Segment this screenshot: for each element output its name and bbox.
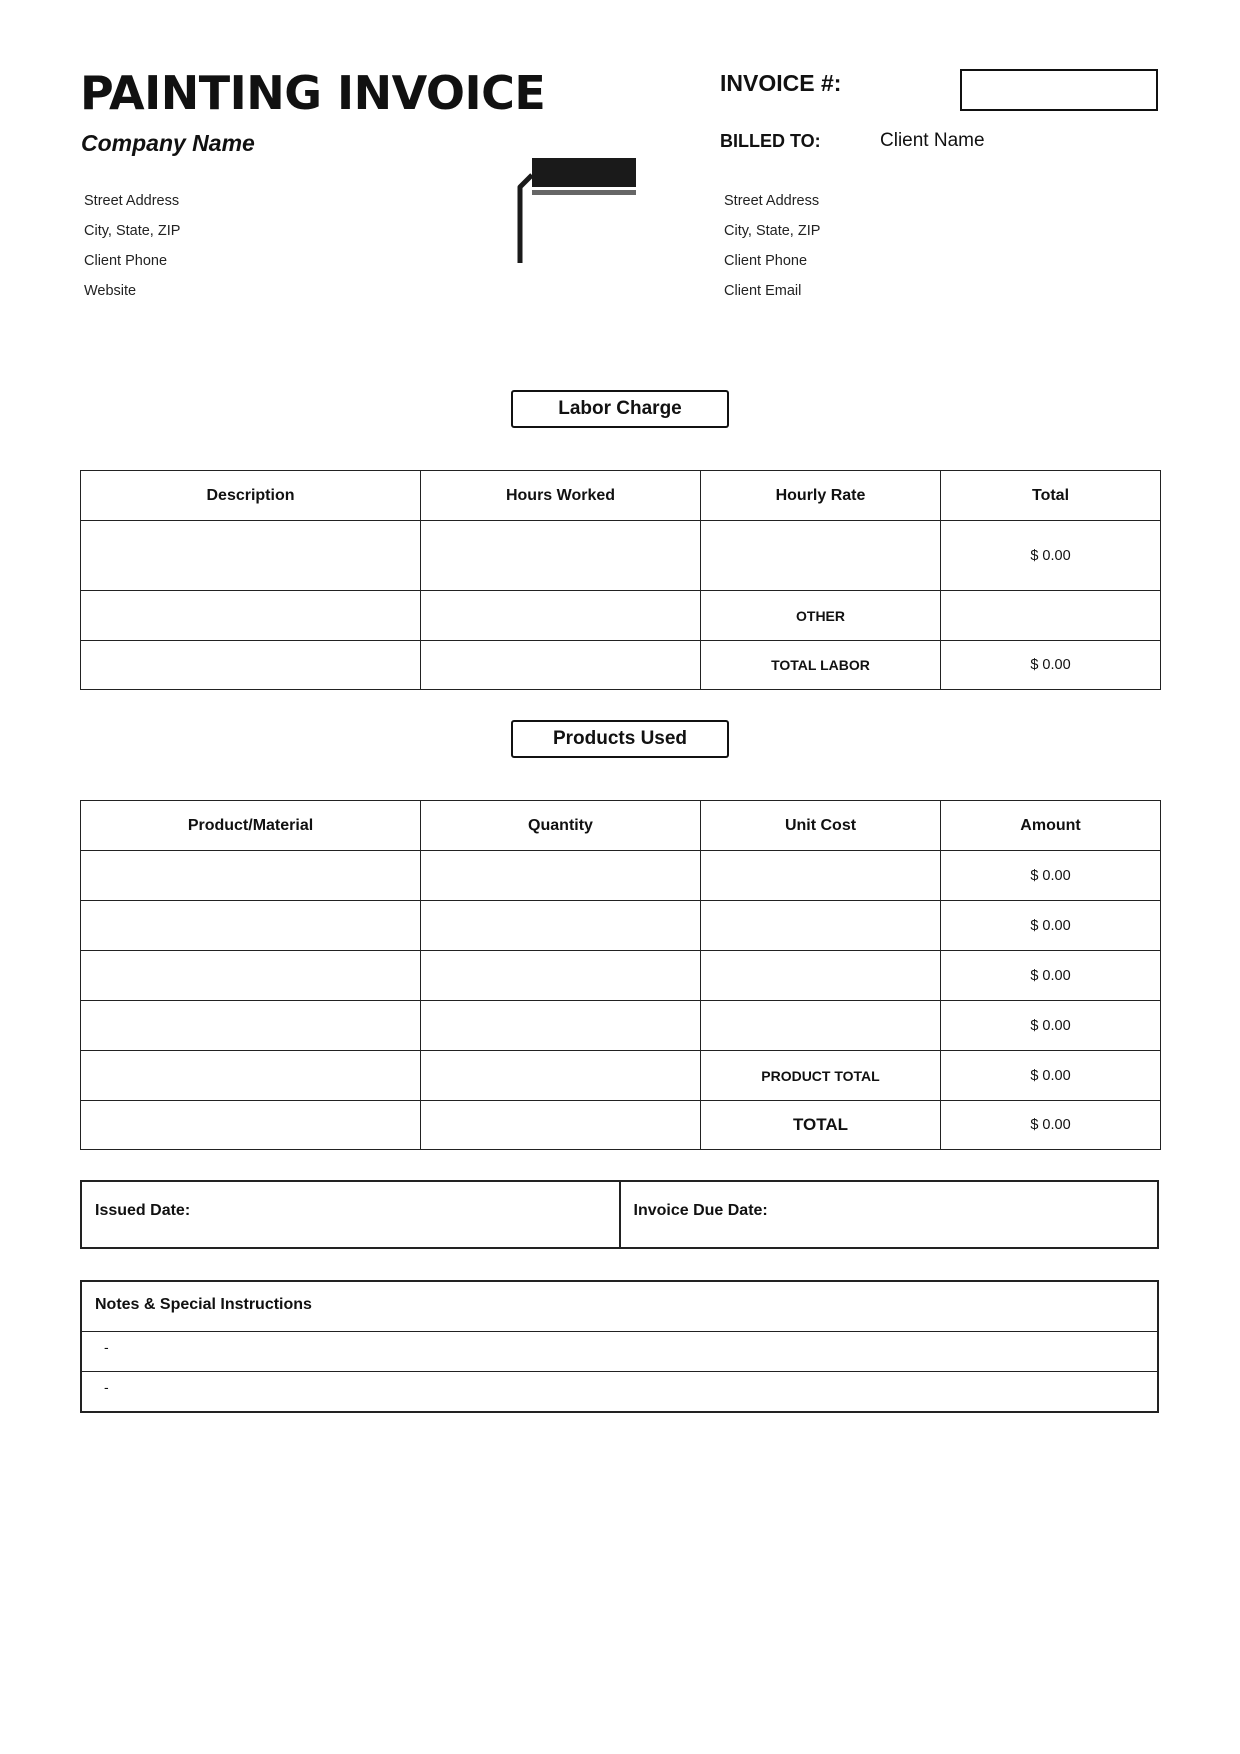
table-row [81,851,1161,901]
labor-description-cell[interactable] [81,591,421,641]
due-date-label: Invoice Due Date: [633,1202,768,1219]
grand-total-label: TOTAL [701,1101,941,1150]
table-row [81,1051,1161,1101]
labor-charge-heading: Labor Charge [511,390,729,428]
notes-line[interactable]: - [104,1339,109,1355]
other-label: OTHER [701,591,941,641]
issued-date-label: Issued Date: [95,1202,191,1219]
quantity-cell[interactable] [421,1101,701,1150]
col-product-material: Product/Material [81,801,421,851]
unit-cost-cell[interactable] [701,951,941,1001]
invoice-title: PAINTING INVOICE [80,66,546,120]
labor-hours-cell[interactable] [421,591,701,641]
grand-total-value: $ 0.00 [941,1101,1161,1150]
quantity-cell[interactable] [421,901,701,951]
dates-box [80,1180,1159,1249]
client-email: Client Email [724,283,802,299]
product-cell[interactable] [81,1001,421,1051]
notes-line[interactable]: - [82,1371,1157,1411]
product-total-label: PRODUCT TOTAL [701,1051,941,1101]
col-quantity: Quantity [421,801,701,851]
labor-table [80,470,1161,690]
labor-description-cell[interactable] [81,641,421,690]
total-labor-value: $ 0.00 [941,641,1161,690]
product-cell[interactable] [81,1051,421,1101]
table-row [81,1001,1161,1051]
quantity-cell[interactable] [421,1051,701,1101]
company-address [84,186,180,306]
col-amount: Amount [941,801,1161,851]
labor-rate-cell[interactable] [701,521,941,591]
unit-cost-cell[interactable] [701,1001,941,1051]
company-street: Street Address [84,193,180,209]
client-city: City, State, ZIP [724,223,821,239]
table-row [81,521,1161,591]
amount-cell: $ 0.00 [941,901,1161,951]
client-name: Client Name [880,130,985,151]
quantity-cell[interactable] [421,851,701,901]
due-date-field[interactable] [619,1182,1158,1247]
company-phone: Client Phone [84,253,168,269]
table-row [81,641,1161,690]
col-hours-worked: Hours Worked [421,471,701,521]
notes-box [80,1280,1159,1413]
billed-to-label: BILLED TO: [720,131,821,151]
products-table [80,800,1161,1150]
products-used-heading: Products Used [511,720,729,758]
client-street: Street Address [724,193,820,209]
notes-title: Notes & Special Instructions [82,1282,1157,1332]
paint-roller-icon [510,155,650,270]
amount-cell: $ 0.00 [941,1001,1161,1051]
client-phone: Client Phone [724,253,808,269]
table-row [81,901,1161,951]
table-row [81,591,1161,641]
invoice-number-field[interactable] [960,69,1158,111]
amount-cell: $ 0.00 [941,951,1161,1001]
unit-cost-cell[interactable] [701,851,941,901]
col-hourly-rate: Hourly Rate [701,471,941,521]
company-website: Website [84,283,137,299]
client-address [724,186,820,306]
product-cell[interactable] [81,901,421,951]
col-unit-cost: Unit Cost [701,801,941,851]
issued-date-field[interactable] [82,1182,619,1247]
other-value[interactable] [941,591,1161,641]
company-city: City, State, ZIP [84,223,181,239]
labor-hours-cell[interactable] [421,641,701,690]
products-header-row [81,801,1161,851]
labor-hours-cell[interactable] [421,521,701,591]
labor-description-cell[interactable] [81,521,421,591]
col-description: Description [81,471,421,521]
unit-cost-cell[interactable] [701,901,941,951]
product-cell[interactable] [81,951,421,1001]
col-total: Total [941,471,1161,521]
labor-row-total: $ 0.00 [941,521,1161,591]
table-row [81,951,1161,1001]
total-labor-label: TOTAL LABOR [701,641,941,690]
quantity-cell[interactable] [421,1001,701,1051]
product-cell[interactable] [81,1101,421,1150]
company-name: Company Name [81,130,255,156]
product-total-value: $ 0.00 [941,1051,1161,1101]
quantity-cell[interactable] [421,951,701,1001]
invoice-number-label: INVOICE #: [720,70,842,96]
table-row [81,1101,1161,1150]
amount-cell: $ 0.00 [941,851,1161,901]
labor-header-row [81,471,1161,521]
product-cell[interactable] [81,851,421,901]
